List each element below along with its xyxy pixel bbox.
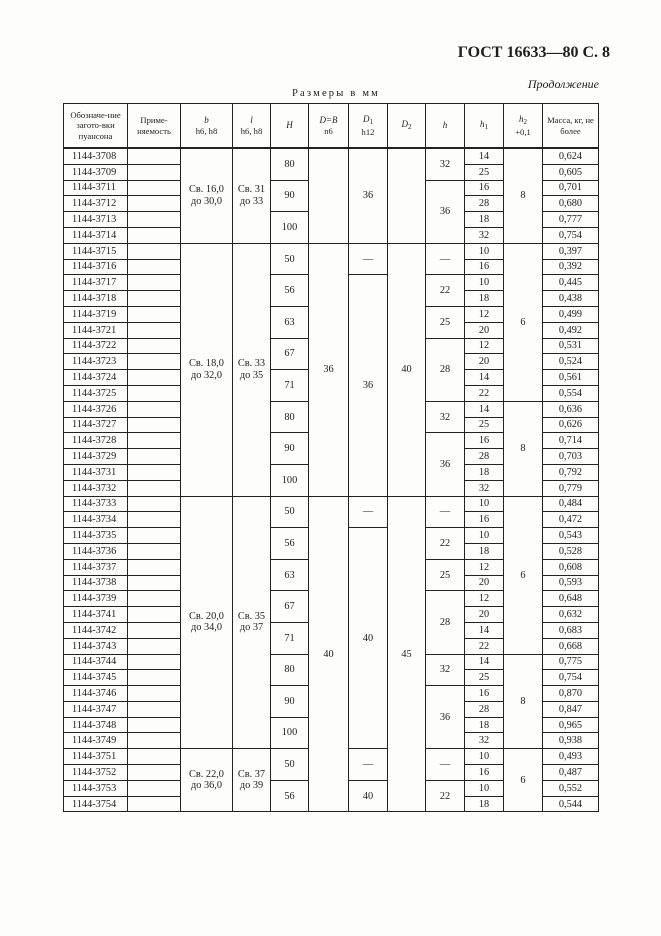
designation-cell: 1144-3731 [64, 464, 128, 480]
mass-cell: 0,397 [543, 243, 599, 259]
mass-cell: 0,392 [543, 259, 599, 275]
designation-cell: 1144-3722 [64, 338, 128, 354]
h1-cell: 28 [465, 449, 504, 465]
DB-cell: 40 [309, 496, 349, 812]
mass-cell: 0,493 [543, 749, 599, 765]
h1-cell: 25 [465, 417, 504, 433]
applicability-cell [128, 796, 181, 812]
h1-cell: 16 [465, 259, 504, 275]
applicability-cell [128, 464, 181, 480]
applicability-cell [128, 591, 181, 607]
col-header-h: h [426, 104, 465, 149]
h1-cell: 12 [465, 306, 504, 322]
b-cell [181, 243, 233, 496]
designation-cell: 1144-3716 [64, 259, 128, 275]
H-cell: 90 [271, 686, 309, 718]
applicability-cell [128, 654, 181, 670]
applicability-cell [128, 607, 181, 623]
h1-cell: 16 [465, 180, 504, 196]
mass-cell: 0,605 [543, 164, 599, 180]
designation-cell: 1144-3745 [64, 670, 128, 686]
mass-cell: 0,680 [543, 196, 599, 212]
h1-cell: 16 [465, 686, 504, 702]
applicability-cell [128, 275, 181, 291]
mass-cell: 0,552 [543, 780, 599, 796]
mass-cell: 0,499 [543, 306, 599, 322]
applicability-cell [128, 417, 181, 433]
h1-cell: 32 [465, 733, 504, 749]
D1-cell: 36 [349, 275, 388, 496]
mass-cell: 0,554 [543, 385, 599, 401]
h1-cell: 18 [465, 717, 504, 733]
col-header-DB: D=B n6 [309, 104, 349, 149]
H-cell: 50 [271, 749, 309, 781]
D1-cell: 40 [349, 780, 388, 812]
designation-cell: 1144-3738 [64, 575, 128, 591]
applicability-cell [128, 780, 181, 796]
col-header-l: l h6, h8 [233, 104, 271, 149]
H-cell: 100 [271, 717, 309, 749]
b-cell-line1: Св. 22,0 [189, 768, 224, 780]
mass-cell: 0,648 [543, 591, 599, 607]
mass-cell: 0,544 [543, 796, 599, 812]
designation-cell: 1144-3711 [64, 180, 128, 196]
h1-cell: 10 [465, 243, 504, 259]
h1-cell: 14 [465, 401, 504, 417]
designation-cell: 1144-3726 [64, 401, 128, 417]
col-header-h2: $h_2$ +0,1 [504, 104, 543, 149]
h1-cell: 22 [465, 385, 504, 401]
table-row [64, 496, 599, 512]
h-cell: 22 [426, 780, 465, 812]
D1-cell: 40 [349, 528, 388, 749]
D1-cell: — [349, 749, 388, 781]
mass-cell: 0,543 [543, 528, 599, 544]
h1-cell: 20 [465, 322, 504, 338]
b-cell [181, 496, 233, 749]
designation-cell: 1144-3746 [64, 686, 128, 702]
applicability-cell [128, 180, 181, 196]
col-header-b: b h6, h8 [181, 104, 233, 149]
b-cell-line2: до 30,0 [191, 195, 222, 207]
H-cell: 80 [271, 654, 309, 686]
mass-cell: 0,632 [543, 607, 599, 623]
H-cell: 63 [271, 559, 309, 591]
h2-cell: 6 [504, 243, 543, 401]
applicability-cell [128, 670, 181, 686]
designation-cell: 1144-3715 [64, 243, 128, 259]
applicability-cell [128, 543, 181, 559]
col-header-h1: $h_1$ [465, 104, 504, 149]
h-cell: 22 [426, 528, 465, 560]
mass-cell: 0,492 [543, 322, 599, 338]
h1-cell: 14 [465, 622, 504, 638]
designation-cell: 1144-3734 [64, 512, 128, 528]
mass-cell: 0,777 [543, 212, 599, 228]
applicability-cell [128, 196, 181, 212]
mass-cell: 0,714 [543, 433, 599, 449]
D1-cell: 36 [349, 148, 388, 243]
h1-cell: 10 [465, 275, 504, 291]
col-header-D1: $D_1$ h12 [349, 104, 388, 149]
h2-cell: 8 [504, 148, 543, 243]
h1-cell: 18 [465, 464, 504, 480]
table-row [64, 148, 599, 164]
h2-cell: 8 [504, 401, 543, 496]
applicability-cell [128, 306, 181, 322]
designation-cell: 1144-3723 [64, 354, 128, 370]
H-cell: 67 [271, 338, 309, 370]
H-cell: 56 [271, 528, 309, 560]
col-header-applicability: Приме-няемость [128, 104, 181, 149]
H-cell: 56 [271, 780, 309, 812]
table-row [64, 243, 599, 259]
applicability-cell [128, 370, 181, 386]
h1-cell: 12 [465, 338, 504, 354]
continuation-label: Продолжение [527, 77, 599, 91]
h-cell: 32 [426, 401, 465, 433]
applicability-cell [128, 512, 181, 528]
h1-cell: 18 [465, 543, 504, 559]
applicability-cell [128, 717, 181, 733]
l-cell-line2: до 39 [239, 780, 264, 792]
designation-cell: 1144-3725 [64, 385, 128, 401]
designation-cell: 1144-3735 [64, 528, 128, 544]
h1-cell: 20 [465, 575, 504, 591]
designation-cell: 1144-3739 [64, 591, 128, 607]
applicability-cell [128, 449, 181, 465]
mass-cell: 0,608 [543, 559, 599, 575]
h-cell: 36 [426, 686, 465, 749]
l-cell [233, 148, 271, 243]
H-cell: 67 [271, 591, 309, 623]
applicability-cell [128, 385, 181, 401]
designation-cell: 1144-3747 [64, 701, 128, 717]
h1-cell: 14 [465, 654, 504, 670]
applicability-cell [128, 338, 181, 354]
DB-cell: 36 [309, 243, 349, 496]
h-cell: 36 [426, 433, 465, 496]
mass-cell: 0,445 [543, 275, 599, 291]
h-cell: — [426, 749, 465, 781]
h-cell: 28 [426, 338, 465, 401]
applicability-cell [128, 322, 181, 338]
applicability-cell [128, 354, 181, 370]
applicability-cell [128, 749, 181, 765]
DB-cell [309, 148, 349, 243]
applicability-cell [128, 496, 181, 512]
mass-cell: 0,965 [543, 717, 599, 733]
l-cell [233, 243, 271, 496]
applicability-cell [128, 638, 181, 654]
h-cell: — [426, 496, 465, 528]
designation-cell: 1144-3719 [64, 306, 128, 322]
mass-cell: 0,703 [543, 449, 599, 465]
b-cell-line2: до 36,0 [191, 780, 222, 792]
mass-cell: 0,792 [543, 464, 599, 480]
designation-cell: 1144-3724 [64, 370, 128, 386]
col-header-D2: $D_2$ [388, 104, 426, 149]
H-cell: 90 [271, 433, 309, 465]
applicability-cell [128, 259, 181, 275]
H-cell: 63 [271, 306, 309, 338]
mass-cell: 0,870 [543, 686, 599, 702]
b-cell-line1: Св. 16,0 [189, 184, 224, 196]
mass-cell: 0,847 [543, 701, 599, 717]
col-header-H: H [271, 104, 309, 149]
col-header-designation: Обозначе-ние загото-вки пуансона [64, 104, 128, 149]
applicability-cell [128, 733, 181, 749]
H-cell: 90 [271, 180, 309, 212]
H-cell: 56 [271, 275, 309, 307]
designation-cell: 1144-3751 [64, 749, 128, 765]
designation-cell: 1144-3713 [64, 212, 128, 228]
h-cell: 25 [426, 306, 465, 338]
b-cell-line2: до 32,0 [191, 369, 222, 381]
l-cell-line1: Св. 31 [237, 184, 266, 196]
h1-cell: 20 [465, 354, 504, 370]
b-cell [181, 749, 233, 812]
mass-cell: 0,668 [543, 638, 599, 654]
h1-cell: 22 [465, 638, 504, 654]
designation-cell: 1144-3714 [64, 227, 128, 243]
designation-cell: 1144-3753 [64, 780, 128, 796]
h-cell: 32 [426, 654, 465, 686]
b-cell-line1: Св. 18,0 [189, 358, 224, 370]
mass-cell: 0,561 [543, 370, 599, 386]
l-cell-line1: Св. 37 [237, 768, 266, 780]
mass-cell: 0,701 [543, 180, 599, 196]
l-cell-line2: до 37 [239, 622, 264, 634]
mass-cell: 0,484 [543, 496, 599, 512]
dimensions-table [63, 103, 599, 812]
applicability-cell [128, 401, 181, 417]
h1-cell: 12 [465, 591, 504, 607]
designation-cell: 1144-3748 [64, 717, 128, 733]
h1-cell: 32 [465, 227, 504, 243]
mass-cell: 0,524 [543, 354, 599, 370]
applicability-cell [128, 291, 181, 307]
h1-cell: 16 [465, 433, 504, 449]
D2-cell: 45 [388, 496, 426, 812]
applicability-cell [128, 701, 181, 717]
designation-cell: 1144-3717 [64, 275, 128, 291]
designation-cell: 1144-3743 [64, 638, 128, 654]
h1-cell: 10 [465, 780, 504, 796]
h1-cell: 12 [465, 559, 504, 575]
designation-cell: 1144-3712 [64, 196, 128, 212]
designation-cell: 1144-3736 [64, 543, 128, 559]
applicability-cell [128, 243, 181, 259]
mass-cell: 0,754 [543, 227, 599, 243]
designation-cell: 1144-3708 [64, 148, 128, 164]
D2-cell [388, 148, 426, 243]
h2-cell: 8 [504, 654, 543, 749]
h1-cell: 25 [465, 670, 504, 686]
h1-cell: 18 [465, 212, 504, 228]
H-cell: 71 [271, 622, 309, 654]
mass-cell: 0,754 [543, 670, 599, 686]
mass-cell: 0,438 [543, 291, 599, 307]
h1-cell: 20 [465, 607, 504, 623]
designation-cell: 1144-3749 [64, 733, 128, 749]
H-cell: 71 [271, 370, 309, 402]
h1-cell: 32 [465, 480, 504, 496]
applicability-cell [128, 212, 181, 228]
H-cell: 80 [271, 148, 309, 180]
h1-cell: 10 [465, 749, 504, 765]
b-cell-line2: до 34,0 [191, 622, 222, 634]
h-cell: 32 [426, 148, 465, 180]
designation-cell: 1144-3741 [64, 607, 128, 623]
mass-cell: 0,487 [543, 765, 599, 781]
h-cell: 28 [426, 591, 465, 654]
mass-cell: 0,779 [543, 480, 599, 496]
mass-cell: 0,472 [543, 512, 599, 528]
applicability-cell [128, 148, 181, 164]
H-cell: 50 [271, 496, 309, 528]
applicability-cell [128, 164, 181, 180]
designation-cell: 1144-3737 [64, 559, 128, 575]
D2-cell: 40 [388, 243, 426, 496]
H-cell: 50 [271, 243, 309, 275]
h2-cell: 6 [504, 496, 543, 654]
h1-cell: 10 [465, 528, 504, 544]
designation-cell: 1144-3718 [64, 291, 128, 307]
sizes-caption: Размеры в мм [292, 88, 381, 99]
applicability-cell [128, 433, 181, 449]
h-cell: 22 [426, 275, 465, 307]
mass-cell: 0,531 [543, 338, 599, 354]
l-cell [233, 496, 271, 749]
h1-cell: 16 [465, 765, 504, 781]
h1-cell: 16 [465, 512, 504, 528]
mass-cell: 0,593 [543, 575, 599, 591]
mass-cell: 0,775 [543, 654, 599, 670]
table-header-row [64, 104, 599, 149]
b-cell [181, 148, 233, 243]
H-cell: 100 [271, 212, 309, 244]
applicability-cell [128, 528, 181, 544]
D1-cell: — [349, 243, 388, 275]
designation-cell: 1144-3709 [64, 164, 128, 180]
h1-cell: 18 [465, 796, 504, 812]
h1-cell: 14 [465, 148, 504, 164]
designation-cell: 1144-3744 [64, 654, 128, 670]
page-header: ГОСТ 16633—80 С. 8 [457, 44, 610, 61]
designation-cell: 1144-3729 [64, 449, 128, 465]
l-cell-line2: до 35 [239, 369, 264, 381]
mass-cell: 0,624 [543, 148, 599, 164]
designation-cell: 1144-3733 [64, 496, 128, 512]
designation-cell: 1144-3732 [64, 480, 128, 496]
designation-cell: 1144-3752 [64, 765, 128, 781]
mass-cell: 0,683 [543, 622, 599, 638]
designation-cell: 1144-3727 [64, 417, 128, 433]
applicability-cell [128, 686, 181, 702]
designation-cell: 1144-3728 [64, 433, 128, 449]
l-cell [233, 749, 271, 812]
designation-cell: 1144-3754 [64, 796, 128, 812]
H-cell: 80 [271, 401, 309, 433]
applicability-cell [128, 480, 181, 496]
h1-cell: 14 [465, 370, 504, 386]
h1-cell: 28 [465, 701, 504, 717]
mass-cell: 0,636 [543, 401, 599, 417]
h-cell: 36 [426, 180, 465, 243]
mass-cell: 0,938 [543, 733, 599, 749]
applicability-cell [128, 765, 181, 781]
h1-cell: 25 [465, 164, 504, 180]
mass-cell: 0,626 [543, 417, 599, 433]
l-cell-line2: до 33 [239, 195, 264, 207]
applicability-cell [128, 622, 181, 638]
h1-cell: 28 [465, 196, 504, 212]
D1-cell: — [349, 496, 388, 528]
h1-cell: 18 [465, 291, 504, 307]
h2-cell: 6 [504, 749, 543, 812]
h1-cell: 10 [465, 496, 504, 512]
l-cell-line1: Св. 33 [237, 358, 266, 370]
l-cell-line1: Св. 35 [237, 610, 266, 622]
h-cell: — [426, 243, 465, 275]
designation-cell: 1144-3721 [64, 322, 128, 338]
applicability-cell [128, 559, 181, 575]
col-header-mass: Масса, кг, не более [543, 104, 599, 149]
mass-cell: 0,528 [543, 543, 599, 559]
b-cell-line1: Св. 20,0 [189, 610, 224, 622]
applicability-cell [128, 227, 181, 243]
applicability-cell [128, 575, 181, 591]
H-cell: 100 [271, 464, 309, 496]
h-cell: 25 [426, 559, 465, 591]
designation-cell: 1144-3742 [64, 622, 128, 638]
